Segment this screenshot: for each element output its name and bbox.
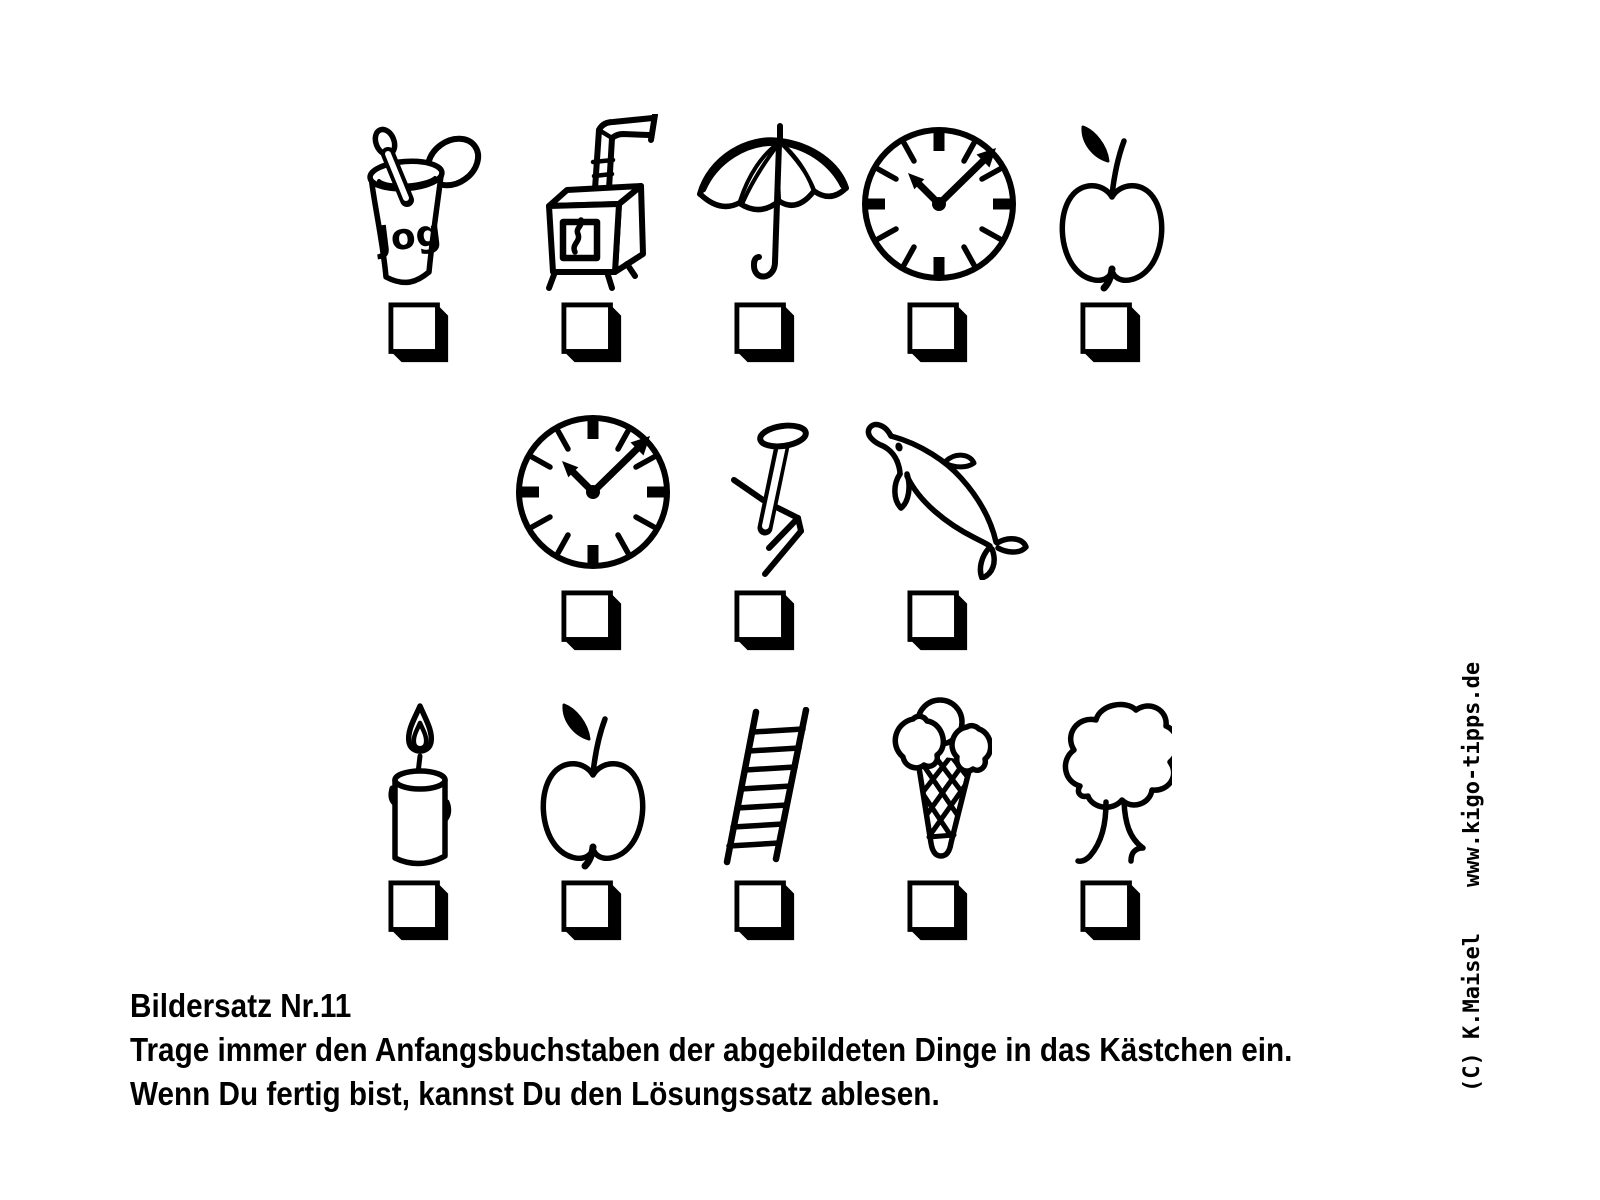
answer-box[interactable] — [561, 880, 625, 944]
tree-icon — [1052, 692, 1172, 870]
worksheet-title: Bildersatz Nr.11 — [130, 987, 352, 1024]
puzzle-cell — [681, 692, 851, 944]
puzzle-cell — [335, 112, 505, 366]
answer-box[interactable] — [388, 880, 452, 944]
answer-box[interactable] — [734, 302, 798, 366]
puzzle-cell — [681, 112, 851, 366]
nail-icon — [701, 398, 831, 580]
answer-box[interactable] — [561, 302, 625, 366]
yogurt-cup-icon — [355, 112, 485, 292]
ice-cream-cone-icon — [887, 692, 992, 870]
instruction-line-2: Wenn Du fertig bist, kannst Du den Lösungssatz ablesen. — [130, 1075, 940, 1112]
clock-icon — [508, 398, 678, 580]
candle-icon — [380, 692, 460, 870]
apple-icon — [1050, 112, 1175, 292]
dolphin-icon — [849, 398, 1029, 580]
copyright-author: (C) K.Maisel — [1460, 933, 1485, 1092]
answer-box[interactable] — [1080, 302, 1144, 366]
puzzle-cell — [854, 398, 1024, 654]
apple-icon — [531, 692, 656, 870]
answer-box[interactable] — [734, 590, 798, 654]
stove-icon — [523, 112, 663, 292]
puzzle-cell — [508, 398, 678, 654]
answer-box[interactable] — [734, 880, 798, 944]
answer-box[interactable] — [907, 302, 971, 366]
puzzle-cell — [335, 692, 505, 944]
credits-block — [1460, 656, 1485, 1092]
puzzle-cell — [1027, 112, 1197, 366]
puzzle-cell — [854, 692, 1024, 944]
clock-icon — [854, 112, 1024, 292]
website-url: www.kigo-tipps.de — [1460, 661, 1485, 888]
instruction-line-1: Trage immer den Anfangsbuchstaben der abgebildeten Dinge in das Kästchen ein. — [130, 1031, 1293, 1068]
puzzle-cell — [854, 112, 1024, 366]
answer-box[interactable] — [907, 590, 971, 654]
puzzle-cell — [1027, 692, 1197, 944]
answer-box[interactable] — [1080, 880, 1144, 944]
answer-box[interactable] — [907, 880, 971, 944]
answer-box[interactable] — [561, 590, 625, 654]
puzzle-cell — [508, 692, 678, 944]
answer-box[interactable] — [388, 302, 452, 366]
puzzle-cell — [681, 398, 851, 654]
ladder-icon — [719, 692, 814, 870]
umbrella-icon — [682, 112, 850, 292]
instructions-block — [130, 984, 1292, 1116]
puzzle-cell — [508, 112, 678, 366]
